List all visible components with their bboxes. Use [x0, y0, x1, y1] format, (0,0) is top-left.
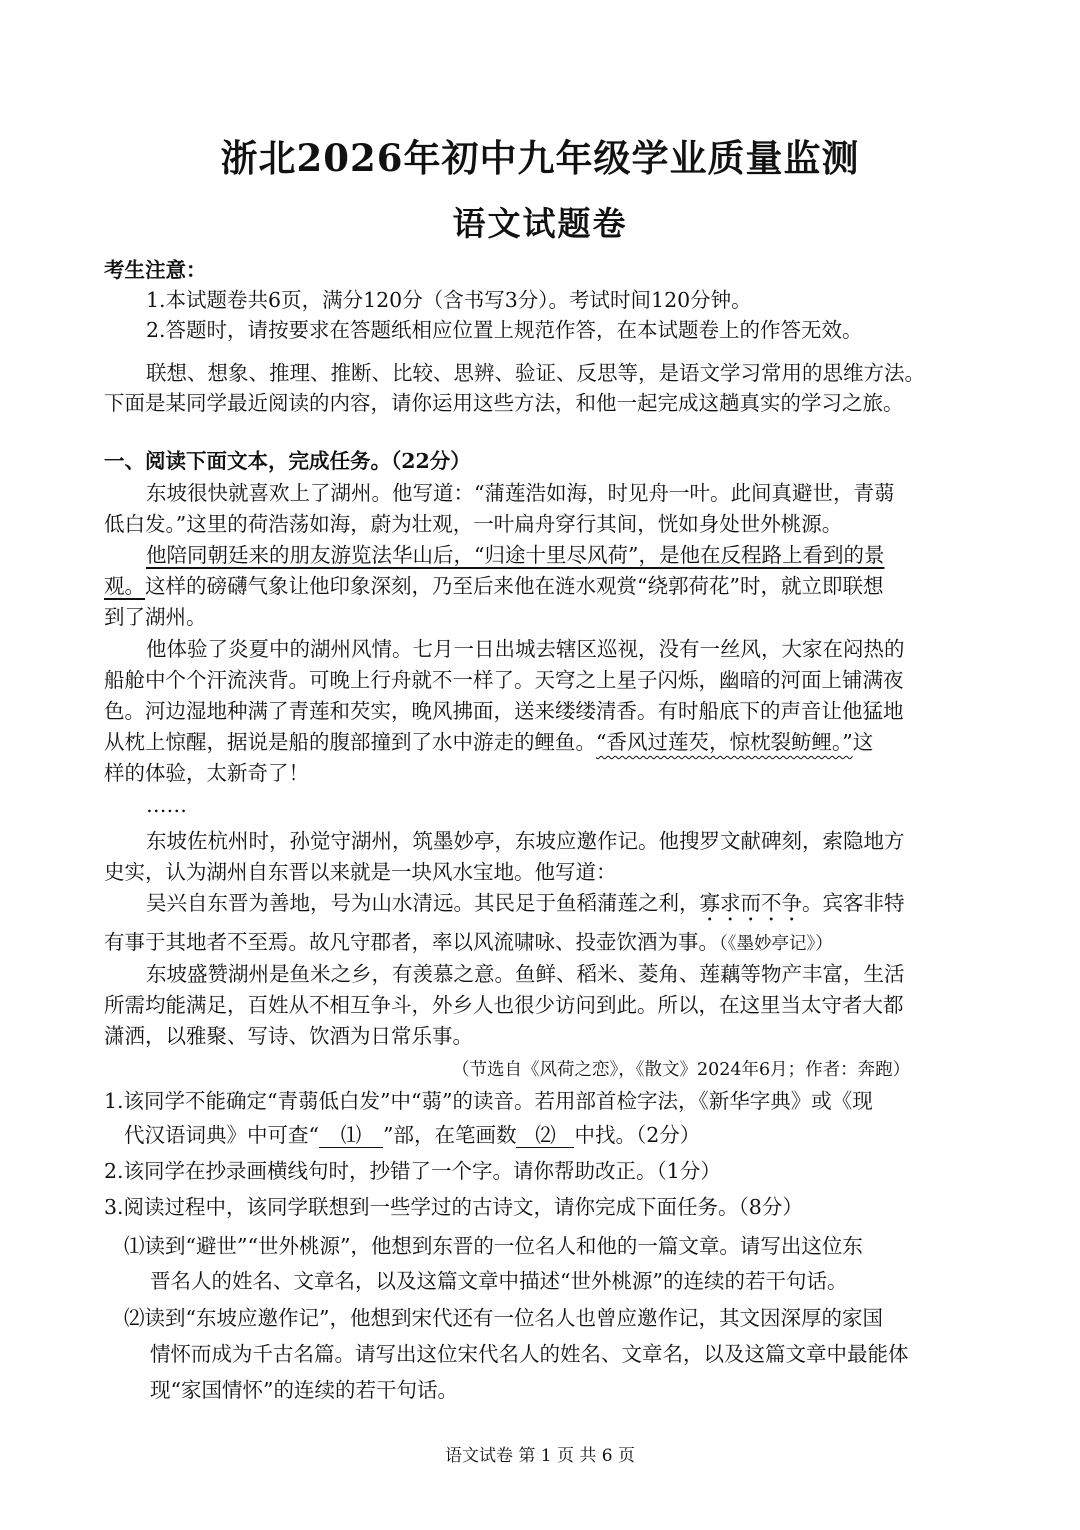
intro-line-2: 下面是某同学最近阅读的内容，请你运用这些方法，和他一起完成这趟真实的学习之旅。 [104, 391, 904, 415]
question-3-sub1-line-1: ⑴读到“避世”“世外桃源”，他想到东晋的一位名人和他的一篇文章。请写出这位东 [124, 1234, 863, 1258]
passage-p3-line-2: 船舱中个个汗流浃背。可晚上行舟就不一样了。天穹之上星子闪烁，幽暗的河面上铺满夜 [104, 668, 904, 692]
quote-line-1 [146, 888, 905, 926]
notice-heading: 考生注意： [104, 258, 207, 282]
passage-underlined-sentence: 他陪同朝廷来的朋友游览法华山后，“归途十里尽风荷”，是他在反程路上看到的景 [146, 543, 885, 567]
answer-blank-1: ⑴ [319, 1123, 383, 1148]
passage-p2-line-3: 到了湖州。 [104, 605, 207, 629]
question-1-text-a: 代汉语词典》中可查“ [124, 1123, 319, 1147]
question-2: 2.该同学在抄录画横线句时，抄错了一个字。请你帮助改正。（1分） [104, 1159, 721, 1183]
passage-source: （节选自《风荷之恋》，《散文》2024年6月；作者：奔跑） [452, 1060, 911, 1080]
passage-p5-line-3: 潇洒，以雅聚、写诗、饮酒为日常乐事。 [104, 1024, 473, 1048]
question-1-text-b: ”部，在笔画数 [382, 1123, 517, 1147]
question-3-sub1-line-2: 晋名人的姓名、文章名，以及这篇文章中描述“世外桃源”的连续的若干句话。 [150, 1269, 848, 1293]
answer-blank-2: ⑵ [516, 1123, 574, 1148]
question-3-stem: 3.阅读过程中，该同学联想到一些学过的古诗文，请你完成下面任务。（8分） [104, 1195, 803, 1219]
dotted-emphasis-phrase: 寡求而不争 [699, 891, 802, 915]
intro-line-1: 联想、想象、推理、推断、比较、思辨、验证、反思等，是语文学习常用的思维方法。 [146, 361, 925, 385]
question-1-text-c: 中找。（2分） [574, 1123, 701, 1147]
exam-title: 浙北2026年初中九年级学业质量监测 [220, 136, 860, 180]
passage-p3-line-4-text: 从枕上惊醒，据说是船的腹部撞到了水中游走的鲤鱼。 [104, 730, 596, 754]
passage-p5-line-1: 东坡盛赞湖州是鱼米之乡，有羡慕之意。鱼鲜、稻米、菱角、莲藕等物产丰富，生活 [146, 962, 905, 986]
quote-source: （《墨妙亭记》） [719, 934, 833, 954]
passage-ellipsis: …… [146, 793, 187, 817]
passage-p3-line-5: 样的体验，太新奇了！ [104, 761, 309, 785]
passage-p3-line-1: 他体验了炎夏中的湖州风情。七月一日出城去辖区巡视，没有一丝风，大家在闷热的 [146, 637, 905, 661]
passage-p4-line-1: 东坡佐杭州时，孙觉守湖州，筑墨妙亭，东坡应邀作记。他搜罗文献碑刻，索隐地方 [146, 829, 905, 853]
passage-p3-line-4 [104, 727, 873, 757]
passage-p5-line-2: 所需均能满足，百姓从不相互争斗，外乡人也很少访问到此。所以，在这里当太守者大都 [104, 993, 904, 1017]
underlined-sentence-end: 观。 [104, 574, 145, 598]
notice-item-2: 2.答题时，请按要求在答题纸相应位置上规范作答，在本试题卷上的作答无效。 [146, 318, 863, 342]
question-3-sub2-line-3: 现“家国情怀”的连续的若干句话。 [150, 1378, 458, 1402]
question-3-sub2-line-1: ⑵读到“东坡应邀作记”，他想到宋代还有一位名人也曾应邀作记，其文因深厚的家国 [124, 1306, 883, 1330]
question-1-line-1: 1.该同学不能确定“青蒻低白发”中“蒻”的读音。若用部首检字法，《新华字典》或《现 [104, 1089, 873, 1113]
wavy-underlined-verse: “香风过莲芡，惊枕裂鲂鲤。” [596, 730, 853, 754]
question-3-sub2-line-2: 情怀而成为千古名篇。请写出这位宋代名人的姓名、文章名，以及这篇文章中最能体 [150, 1342, 909, 1366]
section1-heading: 一、阅读下面文本，完成任务。（22分） [104, 449, 471, 473]
quote-line-2 [104, 927, 833, 959]
passage-p2-line-2 [104, 571, 883, 601]
question-1-line-2 [124, 1120, 700, 1150]
page-footer: 语文试卷 第 1 页 共 6 页 [444, 1446, 636, 1466]
passage-p1-line-1: 东坡很快就喜欢上了湖州。他写道：“蒲莲浩如海，时见舟一叶。此间真避世，青蒻 [146, 481, 895, 505]
passage-p1-line-2: 低白发。”这里的荷浩荡如海，蔚为壮观，一叶扁舟穿行其间，恍如身处世外桃源。 [104, 512, 843, 536]
passage-p3-line-4-tail: 这 [852, 730, 874, 754]
notice-item-1: 1.本试题卷共6页，满分120分（含书写3分）。考试时间120分钟。 [146, 288, 752, 312]
passage-p4-line-2: 史实，认为湖州自东晋以来就是一块风水宝地。他写道： [104, 860, 617, 884]
quote-line-2-text: 有事于其地者不至焉。故凡守郡者，率以风流啸咏、投壶饮酒为事。 [104, 930, 719, 954]
exam-subtitle: 语文试题卷 [452, 204, 628, 243]
quote-line-1-tail: 。宾客非特 [802, 891, 905, 915]
quote-line-1-text: 吴兴自东晋为善地，号为山水清远。其民足于鱼稻蒲莲之利， [146, 891, 700, 915]
passage-p3-line-3: 色。河边湿地种满了青莲和芡实，晚风拂面，送来缕缕清香。有时船底下的声音让他猛地 [104, 699, 904, 723]
passage-p2-line-2-rest: 这样的磅礴气象让他印象深刻，乃至后来他在涟水观赏“绕郭荷花”时，就立即联想 [145, 574, 884, 598]
